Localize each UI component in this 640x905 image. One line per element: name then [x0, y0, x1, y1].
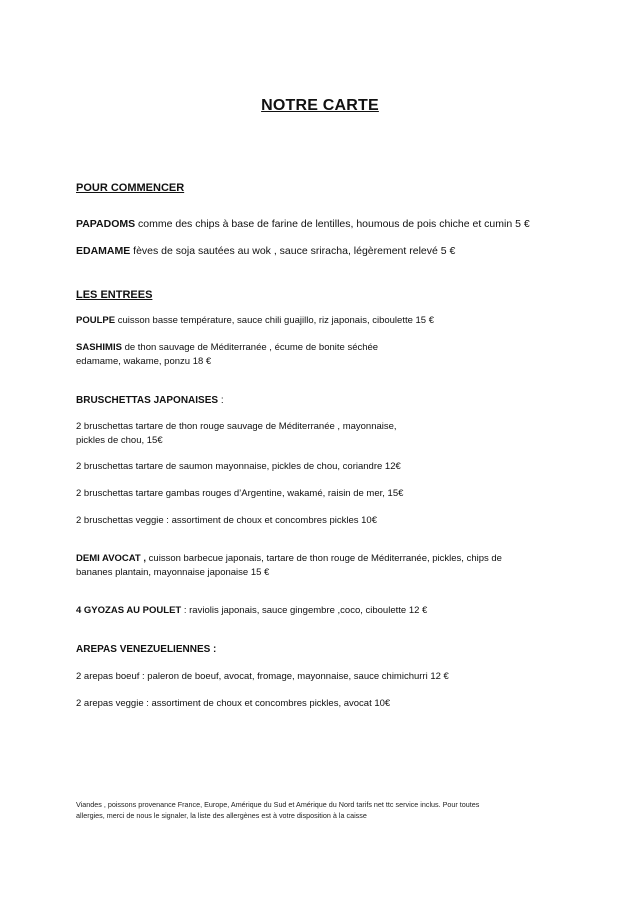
item-line: 2 bruschettas tartare de thon rouge sauvage de Méditerranée , mayonnaise,: [76, 421, 397, 432]
section-heading-entrees: LES ENTREES: [76, 289, 153, 301]
menu-item-papadoms: [76, 217, 580, 231]
section-heading-bruschettas: [76, 395, 580, 406]
heading-text: BRUSCHETTAS JAPONAISES: [76, 395, 219, 406]
item-desc: fèves de soja sautées au wok , sauce sriracha, légèrement relevé 5 €: [130, 245, 456, 257]
menu-item-sashimis: [76, 341, 580, 369]
section-heading-arepas: AREPAS VENEZUELIENNES :: [76, 644, 217, 655]
footer-line-2: allergies, merci de nous le signaler, la liste des allergènes est à votre disposition à la caisse: [76, 811, 367, 820]
menu-item-edamame: [76, 244, 580, 258]
menu-item-bruschetta-veggie: 2 bruschettas veggie : assortiment de choux et concombres pickles 10€: [76, 515, 377, 526]
menu-item-bruschetta-saumon: 2 bruschettas tartare de saumon mayonnaise, pickles de chou, coriandre 12€: [76, 461, 401, 472]
item-name: PAPADOMS: [76, 218, 136, 230]
menu-item-bruschetta-thon: [76, 420, 580, 448]
menu-item-arepas-boeuf: 2 arepas boeuf : paleron de boeuf, avocat, fromage, mayonnaise, sauce chimichurri 12 €: [76, 671, 449, 682]
menu-item-arepas-veggie: 2 arepas veggie : assortiment de choux et concombres pickles, avocat 10€: [76, 698, 391, 709]
footer-note: [76, 799, 580, 821]
menu-item-bruschetta-gambas: 2 bruschettas tartare gambas rouges d’Argentine, wakamé, raisin de mer, 15€: [76, 488, 404, 499]
footer-line-1: Viandes , poissons provenance France, Europe, Amérique du Sud et Amérique du Nord tarifs net ttc service inclus. Pour toutes: [76, 800, 480, 809]
item-desc-cont: bananes plantain, mayonnaise japonaise 15 €: [76, 567, 270, 578]
item-name: POULPE: [76, 315, 116, 326]
heading-suffix: :: [218, 395, 224, 406]
item-desc: comme des chips à base de farine de lentilles, houmous de pois chiche et cumin 5 €: [135, 218, 530, 230]
item-name: SASHIMIS: [76, 342, 122, 353]
menu-item-poulpe: [76, 314, 580, 328]
item-name: EDAMAME: [76, 245, 131, 257]
item-desc: cuisson barbecue japonais, tartare de thon rouge de Méditerranée, pickles, chips de: [146, 553, 502, 564]
item-desc-cont: edamame, wakame, ponzu 18 €: [76, 356, 212, 367]
item-name: 4 GYOZAS AU POULET: [76, 605, 182, 616]
item-desc: cuisson basse température, sauce chili guajillo, riz japonais, ciboulette 15 €: [115, 315, 435, 326]
menu-item-demi-avocat: [76, 552, 580, 580]
item-desc: de thon sauvage de Méditerranée , écume de bonite séchée: [121, 342, 379, 353]
section-heading-commencer: POUR COMMENCER: [76, 182, 185, 194]
page-title: NOTRE CARTE: [261, 97, 379, 114]
item-name: DEMI AVOCAT ,: [76, 553, 147, 564]
menu-item-gyozas: [76, 604, 580, 618]
item-line-cont: pickles de chou, 15€: [76, 435, 163, 446]
item-desc: : raviolis japonais, sauce gingembre ,coco, ciboulette 12 €: [181, 605, 428, 616]
